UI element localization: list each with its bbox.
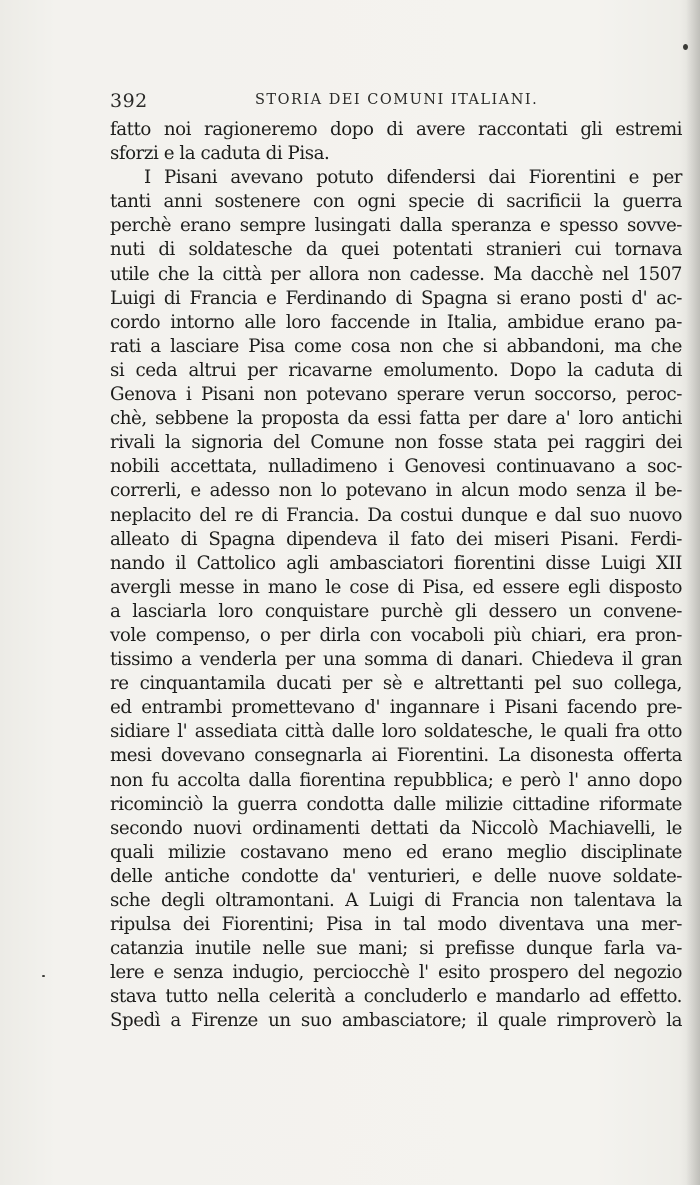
text-line: nando il Cattolico agli ambasciatori fiorentini disse Luigi XII [110, 552, 682, 574]
text-line: chè, sebbene la proposta da essi fatta per dare a' loro antichi [110, 408, 682, 430]
running-head: STORIA DEI COMUNI ITALIANI. [255, 92, 539, 108]
text-line: vole compenso, o per dirla con vocaboli più chiari, era pron- [110, 624, 682, 646]
text-line: I Pisani avevano potuto difendersi dai Fiorentini e per [144, 167, 682, 189]
text-line: catanzia inutile nelle sue mani; si prefisse dunque farla va- [110, 938, 682, 960]
text-line: fatto noi ragioneremo dopo di avere raccontati gli estremi [110, 119, 682, 140]
text-line: avergli messe in mano le cose di Pisa, ed essere egli disposto [110, 576, 682, 598]
text-line: rati a lasciare Pisa come cosa non che si abbandoni, ma che [110, 335, 682, 357]
text-line: ed entrambi promettevano d' ingannare i Pisani facendo pre- [110, 697, 682, 719]
text-line: neplacito del re di Francia. Da costui dunque e dal suo nuovo [110, 504, 682, 526]
text-line: nobili accettata, nulladimeno i Genovesi continuavano a soc- [110, 456, 682, 478]
text-line: tanti anni sostenere con ogni specie di sacrificii la guerra [110, 191, 682, 213]
text-line: quali milizie costavano meno ed erano meglio disciplinate [110, 841, 682, 863]
text-line: a lasciarla loro conquistare purchè gli dessero un convene- [110, 600, 682, 622]
text-line: non fu accolta dalla fiorentina repubblica; e però l' anno dopo [110, 769, 682, 791]
paper-speck [42, 975, 45, 977]
text-line: ripulsa dei Fiorentini; Pisa in tal modo diventava una mer- [110, 914, 682, 936]
text-line: sidiare l' assediata città dalle loro soldatesche, le quali fra otto [110, 721, 682, 743]
text-line: Genova i Pisani non potevano sperare verun soccorso, peroc- [110, 384, 682, 406]
text-line: sforzi e la caduta di Pisa. [110, 143, 330, 165]
text-line: sche degli oltramontani. A Luigi di Francia non talentava la [110, 890, 682, 911]
page-header [110, 90, 682, 112]
text-line: perchè erano sempre lusingati dalla speranza e spesso sovve- [110, 215, 682, 237]
text-line: cordo intorno alle loro faccende in Italia, ambidue erano pa- [110, 311, 682, 333]
text-line: nuti di soldatesche da quei potentati stranieri cui tornava [110, 239, 682, 261]
text-line: re cinquantamila ducati per sè e altrettanti pel suo collega, [110, 673, 682, 695]
text-line: mesi dovevano consegnarla ai Fiorentini. La disonesta offerta [110, 745, 682, 767]
text-line: si ceda altrui per ricavarne emolumento. Dopo la caduta di [110, 359, 682, 381]
text-line: rivali la signoria del Comune non fosse stata pei raggiri dei [110, 432, 682, 454]
text-line: delle antiche condotte da' venturieri, e delle nuove soldate- [110, 865, 682, 887]
text-line: utile che la città per allora non cadesse. Ma dacchè nel 1507 [110, 263, 682, 285]
paper-speck [683, 44, 688, 50]
text-line: secondo nuovi ordinamenti dettati da Niccolò Machiavelli, le [110, 817, 682, 839]
text-line: tissimo a venderla per una somma di danari. Chiedeva il gran [110, 649, 682, 671]
page-number: 392 [110, 90, 148, 112]
body-text [110, 118, 682, 1034]
text-line: Luigi di Francia e Ferdinando di Spagna si erano posti d' ac- [110, 287, 682, 309]
text-line: correrli, e adesso non lo potevano in alcun modo senza il be- [110, 480, 682, 502]
text-line: alleato di Spagna dipendeva il fato dei miseri Pisani. Ferdi- [110, 528, 682, 550]
text-line: stava tutto nella celerità a concluderlo e mandarlo ad effetto. [110, 986, 682, 1008]
text-line: Spedì a Firenze un suo ambasciatore; il quale rimproverò la [110, 1010, 682, 1032]
text-line: lere e senza indugio, perciocchè l' esito prospero del negozio [110, 962, 682, 984]
text-line: ricominciò la guerra condotta dalle milizie cittadine riformate [110, 793, 682, 815]
page-edge-shadow [686, 0, 700, 1185]
